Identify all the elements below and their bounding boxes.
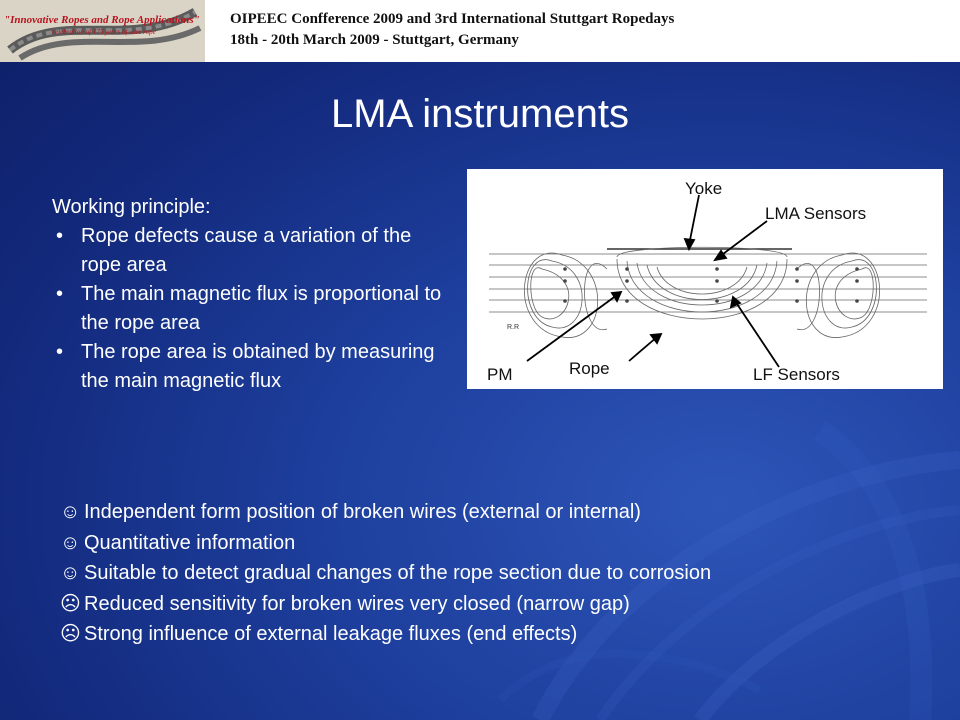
label-lma-sensors: LMA Sensors bbox=[765, 204, 867, 223]
label-pm: PM bbox=[487, 365, 513, 384]
principle-list bbox=[52, 222, 452, 396]
principle-item-text: The main magnetic flux is proportional to the rope area bbox=[81, 283, 442, 334]
principle-item-text: The rope area is obtained by measuring the main magnetic flux bbox=[81, 341, 435, 392]
label-lf-sensors: LF Sensors bbox=[753, 365, 840, 384]
list-item-text: Quantitative information bbox=[84, 531, 296, 554]
smiley-icon: ☺ bbox=[60, 501, 81, 523]
principle-item-text: Rope defects cause a variation of the rope area bbox=[81, 225, 412, 276]
bullet-icon: • bbox=[56, 283, 64, 305]
conference-info bbox=[230, 9, 674, 51]
conference-logo bbox=[0, 0, 205, 62]
conference-header bbox=[0, 0, 960, 62]
list-item-text: Reduced sensitivity for broken wires very closed (narrow gap) bbox=[84, 592, 630, 615]
slide-title: LMA instruments bbox=[331, 92, 629, 136]
logo-subtext: celebration of 175 years of wire rope bbox=[52, 28, 156, 36]
logo-text: "Innovative Ropes and Rope Applications" bbox=[4, 14, 200, 26]
list-item bbox=[60, 589, 950, 620]
label-rope: Rope bbox=[569, 359, 610, 378]
list-item bbox=[60, 528, 950, 559]
list-item-text: Strong influence of external leakage fluxes (end effects) bbox=[84, 623, 578, 645]
lma-diagram bbox=[467, 169, 943, 389]
principle-heading: Working principle: bbox=[52, 196, 211, 218]
flux-lines-drawing bbox=[467, 169, 943, 389]
conference-title: OIPEEC Confference 2009 and 3rd International Stuttgart Ropedays bbox=[230, 11, 675, 27]
svg-text:R.R: R.R bbox=[507, 324, 520, 331]
smiley-icon: ☺ bbox=[60, 531, 81, 554]
conference-date: 18th - 20th March 2009 - Stuttgart, Germany bbox=[230, 32, 519, 48]
frown-icon: ☹ bbox=[60, 592, 81, 615]
frown-icon: ☹ bbox=[60, 623, 81, 645]
pros-cons-list bbox=[60, 497, 950, 650]
list-item bbox=[60, 497, 950, 528]
smiley-icon: ☺ bbox=[60, 562, 81, 584]
principle-item bbox=[52, 280, 452, 338]
label-yoke: Yoke bbox=[685, 179, 723, 198]
working-principle bbox=[52, 193, 452, 396]
list-item bbox=[60, 558, 950, 589]
list-item bbox=[60, 619, 950, 650]
bullet-icon: • bbox=[56, 341, 64, 363]
principle-item bbox=[52, 338, 452, 396]
principle-item bbox=[52, 222, 452, 280]
list-item-text: Suitable to detect gradual changes of the rope section due to corrosion bbox=[84, 562, 712, 584]
list-item-text: Independent form position of broken wires (external or internal) bbox=[84, 501, 641, 523]
bullet-icon: • bbox=[56, 225, 64, 247]
